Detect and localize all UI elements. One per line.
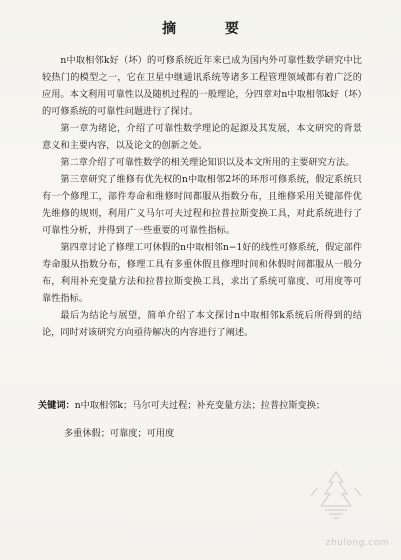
abstract-paragraph-4: 第三章研究了维修有优先权的n中取相邻2坏的环形可修系统，假定系统只有一个修理工，部件寿命和维修时间都服从指数分布，且维修采用关键部件优先维修的规则，利用广义马尔可夫过程和拉普拉斯变换工具，对此系统进行了可靠性分析，并得到了一些重要的可靠性指标。: [42, 174, 362, 236]
abstract-paragraph-1: n中取相邻k好（坏）的可修系统近年来已成为国内外可靠性数学研究中比较热门的模型之一，它在卫星中继通讯系统等诸多工程管理领域都有着广泛的应用。本文利用可靠性以及随机过程的一般理论，分四章对n中取相邻k好（坏）的可修系统的可靠性问题进行了探讨。: [42, 55, 362, 117]
abstract-paragraph-3: 第二章介绍了可靠性数学的相关理论知识以及本文所用的主要研究方法。: [60, 157, 355, 168]
abstract-heading: 摘 要: [162, 21, 261, 37]
abstract-body: [42, 52, 362, 341]
abstract-paragraph-6: 最后为结论与展望，简单介绍了本文探讨n中取相邻k系统后所得到的结论，同时对该研究方向亟待解决的内容进行了阐述。: [42, 310, 362, 338]
zhulong-logo-watermark: [281, 466, 391, 546]
keywords-label: 关键词：: [38, 400, 75, 411]
keywords-list-2: 多重休假；可靠度；可用度: [64, 428, 175, 439]
abstract-paragraph-5: 第四章讨论了修理工可休假的n中取相邻n−1好的线性可修系统，假定部件寿命服从指数分布，修理工具有多重休假且修理时间和休假时间都服从一般分布，利用补充变量方法和拉普拉斯变换工具，求出了系统可靠度、可用度等可靠性指标。: [42, 242, 362, 304]
abstract-paragraph-2: 第一章为绪论，介绍了可靠性数学理论的起源及其发展，本文研究的背景意义和主要内容，以及论文的创新之处。: [42, 123, 362, 151]
keywords-line: [38, 399, 368, 413]
keywords-list-1: n中取相邻k；马尔可夫过程；补充变量方法；拉普拉斯变换；: [74, 400, 326, 411]
watermark-text: zhulong.com: [325, 538, 389, 548]
